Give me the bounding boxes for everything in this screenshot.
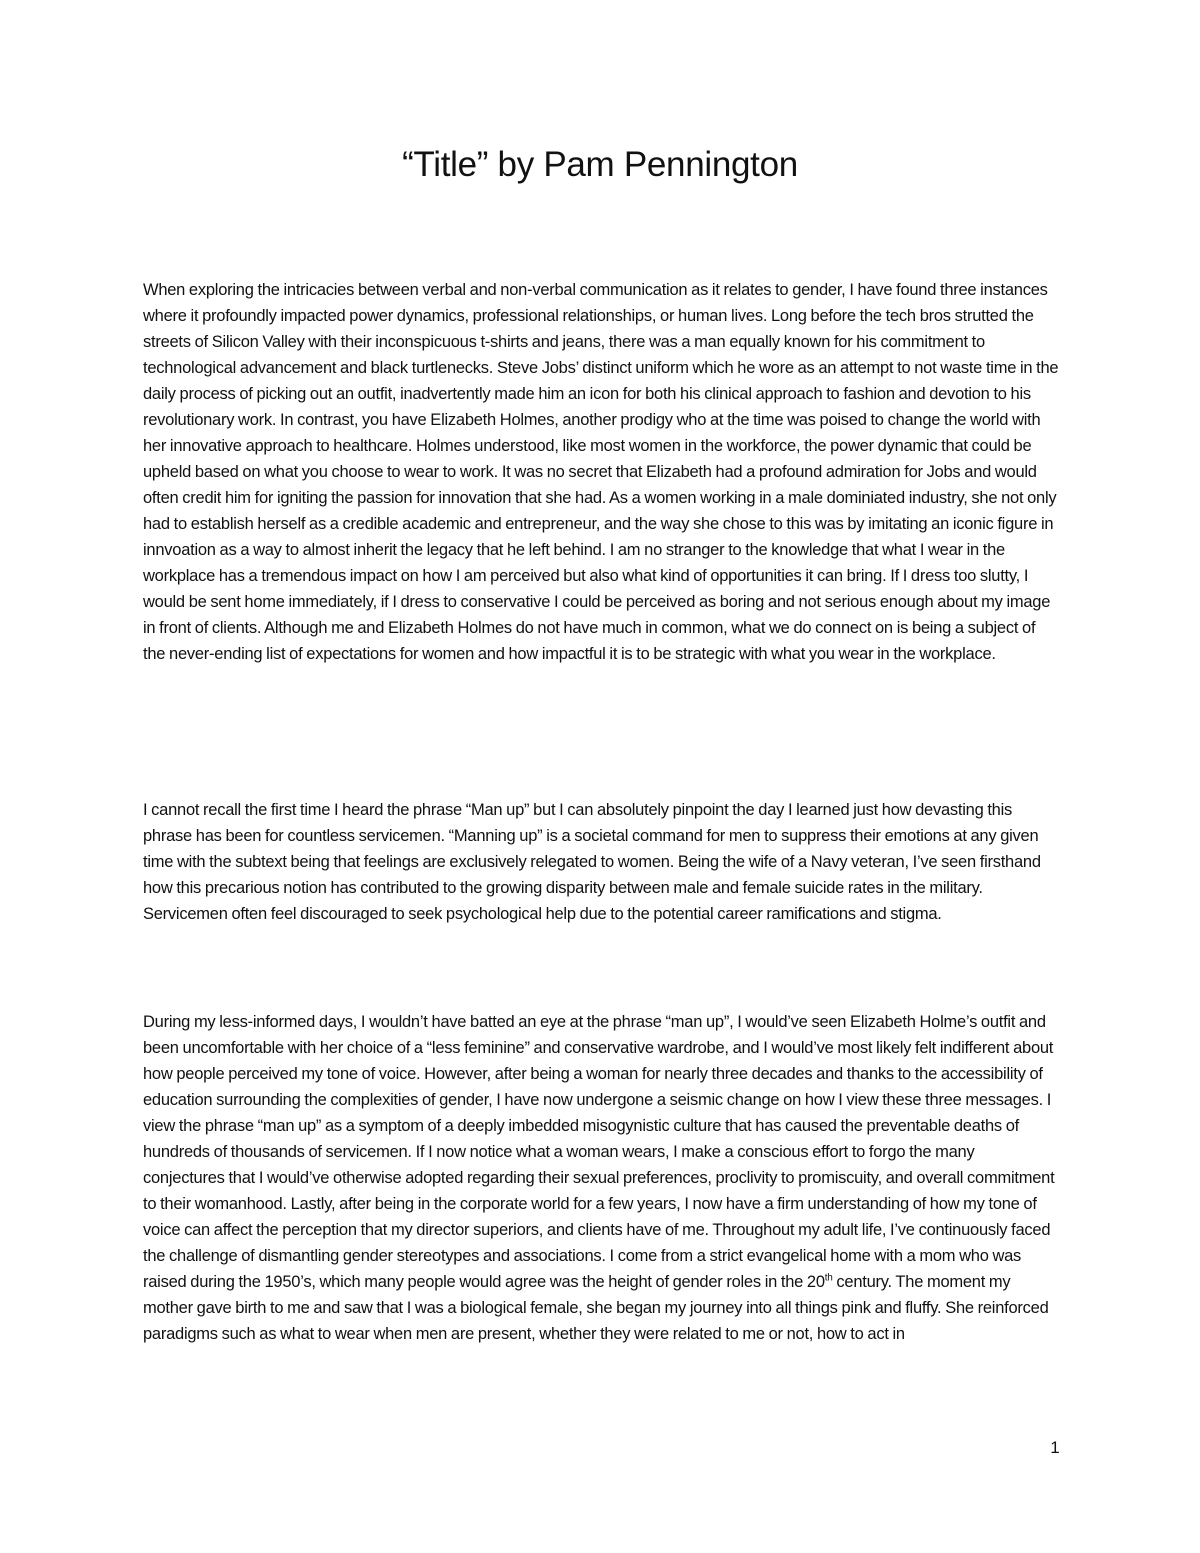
paragraph-3-text-after-superscript: century. The moment my mother gave birth to me and saw that I was a biological female, she began my journey into all things pink and fluffy. She reinforced paradigms such as what to wear when men are present, whether they were related to me or not, how to act in xyxy=(143,1273,1049,1343)
document-title: “Title” by Pam Pennington xyxy=(402,145,798,184)
paragraph-3 xyxy=(143,1009,1059,1347)
page-number: 1 xyxy=(1050,1438,1060,1457)
paragraph-2: I cannot recall the first time I heard the phrase “Man up” but I can absolutely pinpoint the day I learned just how devasting this phrase has been for countless servicemen. “Manning up” is a societal command for men to suppress their emotions at any given time with the subtext being that feelings are exclusively relegated to women. Being the wife of a Navy veteran, I’ve seen firsthand how this precarious notion has contributed to the growing disparity between male and female suicide rates in the military. Servicemen often feel discouraged to seek psychological help due to the potential career ramifications and stigma. xyxy=(143,801,1041,923)
paragraph-1: When exploring the intricacies between verbal and non-verbal communication as it relates to gender, I have found three instances where it profoundly impacted power dynamics, professional relationships, or human lives. Long before the tech bros strutted the streets of Silicon Valley with their inconspicuous t-shirts and jeans, there was a man equally known for his commitment to technological advancement and black turtlenecks. Steve Jobs’ distinct uniform which he wore as an attempt to not waste time in the daily process of picking out an outfit, inadvertently made him an icon for both his clinical approach to fashion and devotion to his revolutionary work. In contrast, you have Elizabeth Holmes, another prodigy who at the time was poised to change the world with her innovative approach to healthcare. Holmes understood, like most women in the workforce, the power dynamic that could be upheld based on what you choose to wear to work. It was no secret that Elizabeth had a profound admiration for Jobs and would often credit him for igniting the passion for innovation that she had. As a women working in a male dominiated industry, she not only had to establish herself as a credible academic and entrepreneur, and the way she chose to this was by imitating an iconic figure in innvoation as a way to almost inherit the legacy that he left behind. I am no stranger to the knowledge that what I wear in the workplace has a tremendous impact on how I am perceived but also what kind of opportunities it can bring. If I dress too slutty, I would be sent home immediately, if I dress to conservative I could be perceived as boring and not serious enough about my image in front of clients. Although me and Elizabeth Holmes do not have much in common, what we do connect on is being a subject of the never-ending list of expectations for women and how impactful it is to be strategic with what you wear in the workplace. xyxy=(143,281,1059,663)
ordinal-superscript: th xyxy=(824,1272,833,1284)
paragraph-3-text-before-superscript: During my less-informed days, I wouldn’t have batted an eye at the phrase “man up”, I would’ve seen Elizabeth Holme’s outfit and been uncomfortable with her choice of a “less feminine” and conservative wardrobe, and I would’ve most likely felt indifferent about how people perceived my tone of voice. However, after being a woman for nearly three decades and thanks to the accessibility of education surrounding the complexities of gender, I have now undergone a seismic change on how I view these three messages. I view the phrase “man up” as a symptom of a deeply imbedded misogynistic culture that has caused the preventable deaths of hundreds of thousands of servicemen. If I now notice what a woman wears, I make a conscious effort to forgo the many conjectures that I would’ve otherwise adopted regarding their sexual preferences, proclivity to promiscuity, and overall commitment to their womanhood. Lastly, after being in the corporate world for a few years, I now have a firm understanding of how my tone of voice can affect the perception that my director superiors, and clients have of me. Throughout my adult life, I’ve continuously faced the challenge of dismantling gender stereotypes and associations. I come from a strict evangelical home with a mom who was raised during the 1950’s, which many people would agree was the height of gender roles in the 20 xyxy=(143,1013,1055,1291)
